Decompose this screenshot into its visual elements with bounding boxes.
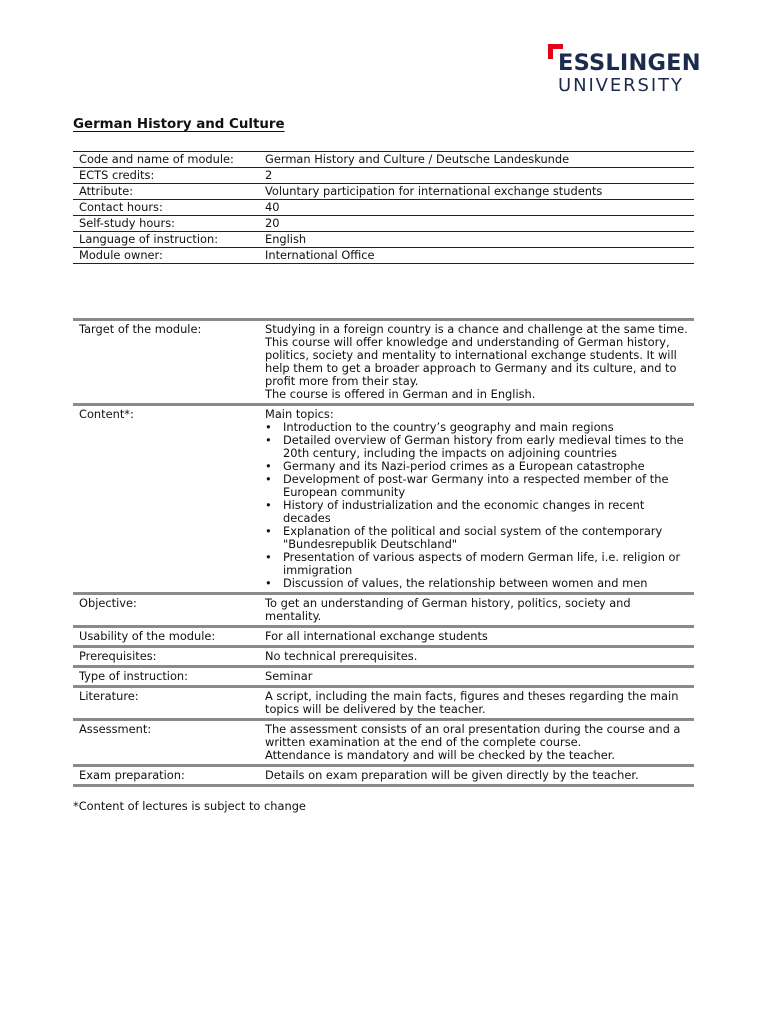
document-title: German History and Culture (73, 117, 285, 132)
info-value: 40 (265, 200, 280, 214)
topic-item: • History of industrialization and the economic changes in recent decades (265, 499, 690, 525)
topic-item: • Explanation of the political and social system of the contemporary "Bundesrepublik Deutschland" (265, 525, 690, 551)
logo-mark-horizontal (548, 44, 563, 49)
topic-item: • Discussion of values, the relationship between women and men (265, 577, 690, 590)
detail-value (259, 720, 694, 766)
detail-row-type (73, 667, 694, 687)
detail-value (259, 405, 694, 594)
info-label: ECTS credits: (79, 168, 155, 182)
module-info-table (73, 151, 694, 264)
topic-item: • Presentation of various aspects of modern German life, i.e. religion or immigration (265, 551, 690, 577)
detail-label: Target of the module: (79, 322, 202, 336)
detail-label: Usability of the module: (79, 629, 216, 643)
topic-item: • Germany and its Nazi-period crimes as a European catastrophe (265, 460, 690, 473)
detail-value: A script, including the main facts, figures and theses regarding the main topics will be delivered by the teacher. (265, 689, 679, 716)
logo-line2: UNIVERSITY (558, 75, 684, 96)
info-value: International Office (265, 248, 375, 262)
detail-value (259, 320, 694, 405)
content-intro: Main topics: (265, 407, 334, 421)
detail-value: No technical prerequisites. (265, 649, 418, 663)
detail-row-literature (73, 687, 694, 720)
info-row (73, 216, 694, 232)
detail-row-exam (73, 766, 694, 786)
info-row (73, 168, 694, 184)
detail-value: Details on exam preparation will be given directly by the teacher. (265, 768, 639, 782)
assessment-text: The assessment consists of an oral presentation during the course and a written examination at the end of the complete course. (265, 722, 681, 749)
info-label: Self-study hours: (79, 216, 175, 230)
info-row (73, 184, 694, 200)
detail-value: Seminar (265, 669, 313, 683)
detail-label: Objective: (79, 596, 137, 610)
detail-row-usability (73, 627, 694, 647)
detail-row-objective (73, 594, 694, 627)
detail-label: Type of instruction: (79, 669, 188, 683)
info-row (73, 248, 694, 264)
info-value: Voluntary participation for international exchange students (265, 184, 603, 198)
target-text: Studying in a foreign country is a chance and challenge at the same time. This course will offer knowledge and understanding of German history, politics, society and mentality to international exchange students. It will help them to get a broader approach to Germany and its culture, and to profit more from their stay. (265, 322, 688, 388)
footnote: *Content of lectures is subject to change (73, 799, 306, 813)
detail-row-content (73, 405, 694, 594)
detail-value: For all international exchange students (265, 629, 488, 643)
detail-row-prerequisites (73, 647, 694, 667)
info-row (73, 152, 694, 168)
info-value: English (265, 232, 307, 246)
module-details-table (73, 318, 694, 787)
topic-item: • Introduction to the country’s geography and main regions (265, 421, 690, 434)
university-logo (548, 44, 708, 100)
detail-label: Literature: (79, 689, 139, 703)
info-label: Module owner: (79, 248, 163, 262)
topic-item: • Development of post-war Germany into a respected member of the European community (265, 473, 690, 499)
detail-label: Exam preparation: (79, 768, 185, 782)
info-value: 2 (265, 168, 273, 182)
info-label: Code and name of module: (79, 152, 234, 166)
detail-row-target (73, 320, 694, 405)
info-label: Language of instruction: (79, 232, 219, 246)
info-label: Contact hours: (79, 200, 163, 214)
target-text-language: The course is offered in German and in English. (265, 387, 536, 401)
info-value: German History and Culture / Deutsche Landeskunde (265, 152, 570, 166)
info-row (73, 232, 694, 248)
detail-value: To get an understanding of German history, politics, society and mentality. (265, 596, 631, 623)
info-label: Attribute: (79, 184, 134, 198)
logo-line1: ESSLINGEN (558, 50, 701, 76)
assessment-attendance: Attendance is mandatory and will be checked by the teacher. (265, 748, 616, 762)
detail-row-assessment (73, 720, 694, 766)
topics-list (265, 421, 690, 590)
topic-item: • Detailed overview of German history from early medieval times to the 20th century, including the impacts on adjoining countries (265, 434, 690, 460)
detail-label: Prerequisites: (79, 649, 157, 663)
detail-label: Content*: (79, 407, 134, 421)
info-row (73, 200, 694, 216)
detail-label: Assessment: (79, 722, 152, 736)
info-value: 20 (265, 216, 280, 230)
